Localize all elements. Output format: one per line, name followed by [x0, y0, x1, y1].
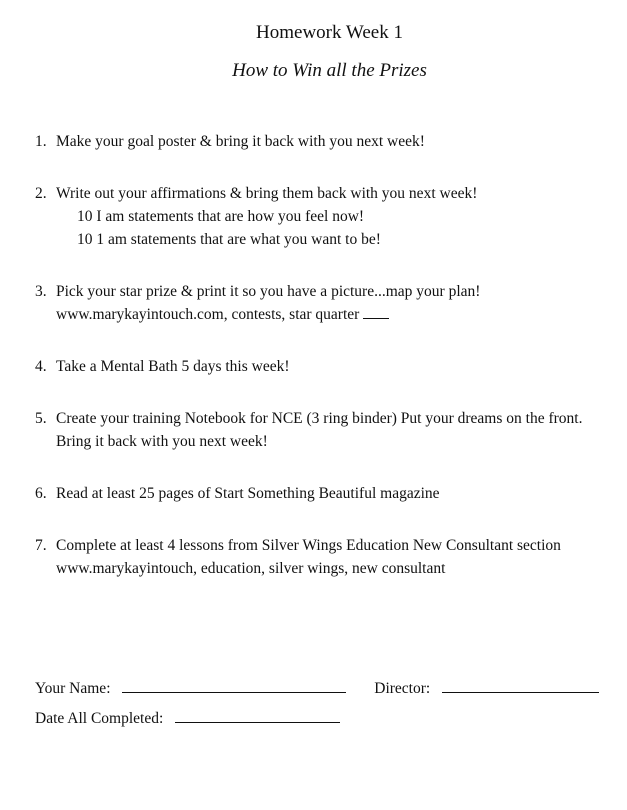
item-number: 1. [35, 133, 47, 150]
item-text: Complete at least 4 lessons from Silver Wings Education New Consultant section [56, 537, 561, 554]
list-item [35, 130, 625, 153]
star-quarter-blank[interactable] [363, 304, 389, 319]
list-item [35, 182, 625, 251]
director-field[interactable] [442, 677, 599, 693]
your-name-field[interactable] [122, 677, 346, 693]
date-completed-label: Date All Completed: [35, 710, 164, 727]
list-item [35, 280, 625, 326]
your-name-label: Your Name: [35, 680, 111, 697]
list-item [35, 534, 625, 580]
homework-list [35, 130, 625, 609]
director-label: Director: [374, 680, 431, 697]
item-number: 6. [35, 485, 47, 502]
item-subtext: 10 I am statements that are how you feel now! [77, 208, 365, 225]
date-row [35, 707, 340, 728]
item-text: Write out your affirmations & bring them back with you next week! [56, 185, 478, 202]
item-number: 3. [35, 283, 47, 300]
item-subtext: 10 1 am statements that are what you want to be! [77, 231, 381, 248]
item-text-continued: Bring it back with you next week! [56, 433, 268, 450]
item-url-text: www.marykayintouch.com, contests, star quarter [56, 306, 360, 323]
item-number: 4. [35, 358, 47, 375]
item-number: 5. [35, 410, 47, 427]
item-text: Make your goal poster & bring it back with you next week! [56, 133, 425, 150]
item-text: Read at least 25 pages of Start Something Beautiful magazine [56, 485, 440, 502]
item-text: Create your training Notebook for NCE (3 ring binder) Put your dreams on the front. [56, 410, 583, 427]
item-text-continued [56, 303, 625, 326]
date-completed-field[interactable] [175, 707, 340, 723]
item-number: 7. [35, 537, 47, 554]
item-text: Pick your star prize & print it so you have a picture...map your plan! [56, 283, 481, 300]
item-text: Take a Mental Bath 5 days this week! [56, 358, 290, 375]
list-item [35, 482, 625, 505]
page-subtitle: How to Win all the Prizes [232, 60, 427, 81]
item-number: 2. [35, 185, 47, 202]
list-item [35, 355, 625, 378]
page-title: Homework Week 1 [256, 22, 403, 43]
item-text-continued: www.marykayintouch, education, silver wings, new consultant [56, 560, 446, 577]
name-director-row [35, 677, 599, 698]
list-item [35, 407, 625, 453]
